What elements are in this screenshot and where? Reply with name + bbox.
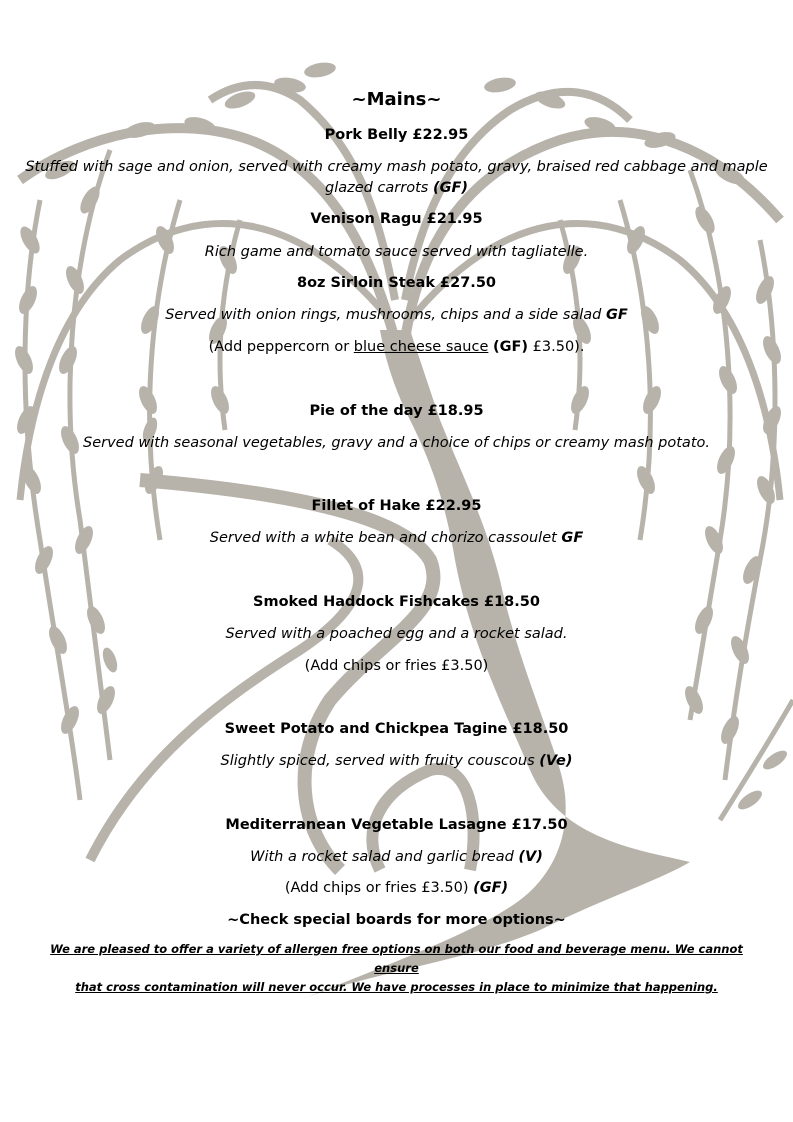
allergen-notice-line: that cross contamination will never occur. We have processes in place to minimize that happening. <box>75 980 718 994</box>
dish-description: Served with seasonal vegetables, gravy and a choice of chips or creamy mash potato. <box>83 435 710 451</box>
dish-name: Venison Ragu £21.95 <box>310 211 483 227</box>
dish-description-text: glazed carrots <box>324 180 433 196</box>
dish-name: Fillet of Hake £22.95 <box>311 498 482 514</box>
addon-text: (Add peppercorn or <box>208 339 354 355</box>
dish-addon <box>0 337 793 357</box>
dish-description <box>0 847 793 867</box>
dish-description: Rich game and tomato sauce served with tagliatelle. <box>204 244 589 260</box>
dish-description <box>0 751 793 771</box>
dish-description <box>0 305 793 325</box>
dish-addon <box>0 878 793 898</box>
dish-description <box>0 528 793 548</box>
allergen-notice <box>40 940 753 997</box>
dietary-tag: (Ve) <box>539 753 573 769</box>
dish-name: Smoked Haddock Fishcakes £18.50 <box>253 594 540 610</box>
dish-description-text: Served with onion rings, mushrooms, chips and a side salad <box>165 307 606 323</box>
dish-description: Served with a poached egg and a rocket salad. <box>225 626 568 642</box>
dish-description-text: Served with a white bean and chorizo cassoulet <box>209 530 562 546</box>
dietary-tag: (GF) <box>432 180 469 196</box>
dietary-tag: (GF) <box>492 339 529 355</box>
dietary-tag: (GF) <box>473 880 509 896</box>
dish-name: 8oz Sirloin Steak £27.50 <box>296 275 496 291</box>
dish-description: Stuffed with sage and onion, served with creamy mash potato, gravy, braised red cabbage and maple <box>25 159 768 175</box>
dish-name: Pie of the day £18.95 <box>309 403 484 419</box>
dietary-tag: (V) <box>518 849 543 865</box>
dietary-tag: GF <box>605 307 628 323</box>
dish-name: Pork Belly £22.95 <box>324 127 469 143</box>
dish-description-text: With a rocket salad and garlic bread <box>250 849 519 865</box>
addon-text: (Add chips or fries £3.50) <box>284 880 474 896</box>
dish-description <box>0 178 793 198</box>
allergen-notice-line: We are pleased to offer a variety of allergen free options on both our food and beverage menu. We cannot ensure <box>50 942 743 975</box>
dish-name: Mediterranean Vegetable Lasagne £17.50 <box>225 817 568 833</box>
dish-addon: (Add chips or fries £3.50) <box>304 658 489 674</box>
addon-price: £3.50). <box>528 339 585 355</box>
menu-section-title: ~Mains~ <box>351 89 442 110</box>
special-boards-note: ~Check special boards for more options~ <box>227 912 566 928</box>
dietary-tag: GF <box>561 530 584 546</box>
dish-name: Sweet Potato and Chickpea Tagine £18.50 <box>224 721 569 737</box>
dish-description-text: Slightly spiced, served with fruity couscous <box>220 753 540 769</box>
addon-underlined-text: blue cheese sauce <box>353 339 489 355</box>
